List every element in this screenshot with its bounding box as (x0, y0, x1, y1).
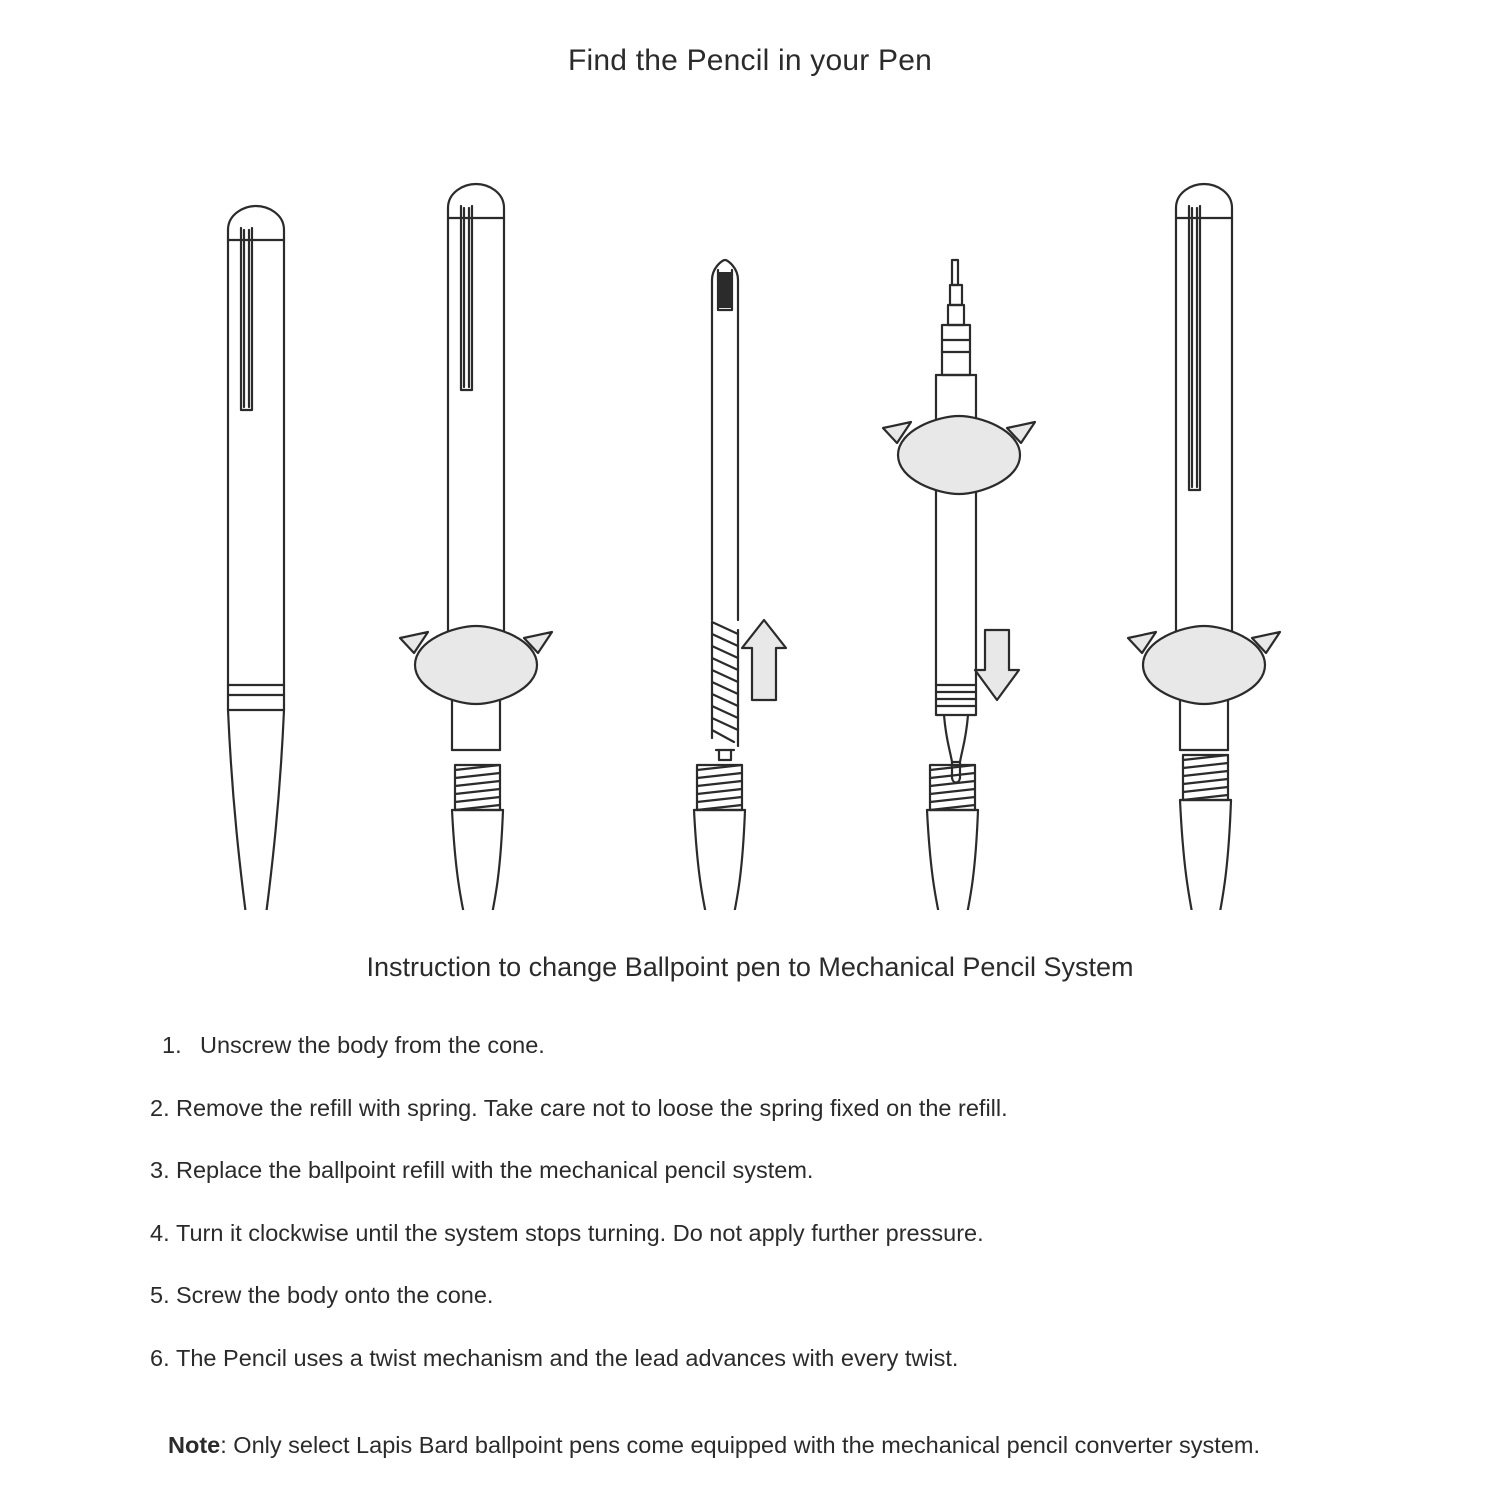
list-item (150, 1343, 1400, 1374)
step-number: 3. (150, 1157, 170, 1184)
note-text: : Only select Lapis Bard ballpoint pens come equipped with the mechanical pencil converter system. (220, 1432, 1261, 1458)
pen-conversion-diagram (0, 110, 1500, 910)
step-text: Replace the ballpoint refill with the mechanical pencil system. (176, 1157, 814, 1184)
step-number: 6. (150, 1344, 170, 1371)
figure-4-insert-pencil-system (883, 260, 1035, 910)
figure-1-assembled-pen (228, 206, 284, 910)
step-text: Screw the body onto the cone. (176, 1282, 494, 1309)
list-item (150, 1218, 1400, 1249)
diagram-svg (0, 110, 1500, 910)
list-item (150, 1155, 1400, 1186)
step-number: 2. (150, 1094, 170, 1121)
cone-4 (927, 765, 978, 910)
step-number: 1. (162, 1032, 182, 1058)
spring-3 (712, 622, 738, 760)
rotation-arrow-2 (400, 626, 552, 704)
step-text: The Pencil uses a twist mechanism and the lead advances with every twist. (176, 1344, 959, 1371)
instruction-heading: Instruction to change Ballpoint pen to Mechanical Pencil System (366, 952, 1134, 982)
note-label: Note (168, 1432, 221, 1458)
step-number: 4. (150, 1219, 170, 1246)
list-item (150, 1030, 1400, 1061)
cone-3 (694, 765, 745, 910)
step-text: Unscrew the body from the cone. (200, 1032, 545, 1058)
page-title: Find the Pencil in your Pen (568, 44, 932, 77)
steps-list (150, 1030, 1400, 1405)
step-text: Remove the refill with spring. Take care not to loose the spring fixed on the refill. (176, 1094, 1008, 1121)
cone-5 (1180, 755, 1231, 910)
figure-2-unscrew-body (400, 184, 552, 910)
list-item (150, 1280, 1400, 1311)
down-arrow-4 (975, 630, 1019, 700)
step-number: 5. (150, 1282, 170, 1309)
up-arrow-3 (742, 620, 786, 700)
figure-3-remove-refill (694, 260, 786, 910)
cone-2 (452, 765, 503, 910)
rotation-arrow-4 (883, 416, 1035, 494)
step-text: Turn it clockwise until the system stops turning. Do not apply further pressure. (176, 1219, 984, 1246)
note (168, 1432, 1260, 1459)
list-item (150, 1093, 1400, 1124)
rotation-arrow-5 (1128, 626, 1280, 704)
figure-5-screw-body (1128, 184, 1280, 910)
